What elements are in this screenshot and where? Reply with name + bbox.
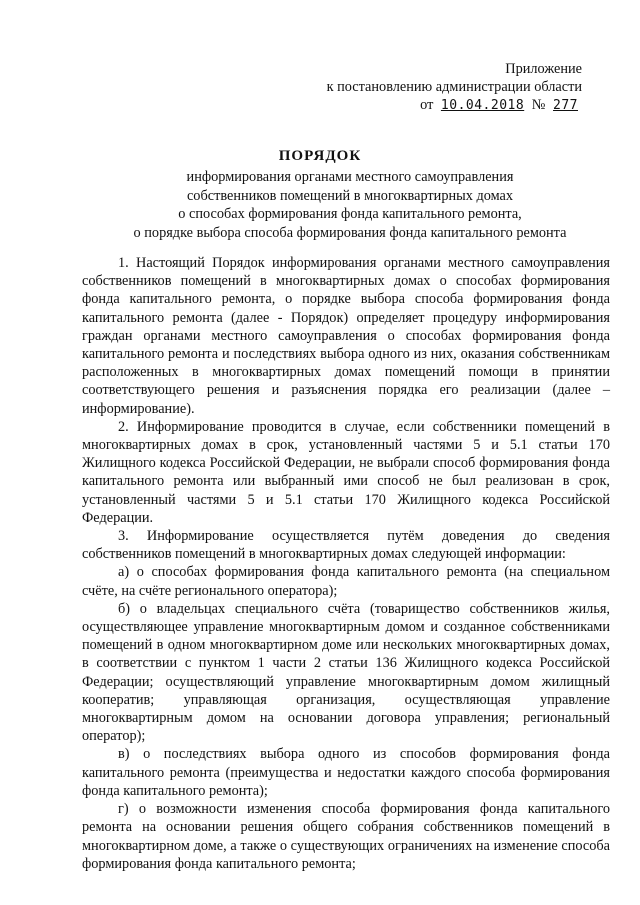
paragraph-1: 1. Настоящий Порядок информирования органами местного самоуправления собственников помещений в многоквартирных домах о способах формирования фонда капитального ремонта, о порядке выбора способа формирования фонда капитального ремонта (далее - Порядок) определяет процедуру информирования граждан органами местного самоуправления о способах формирования фонда капитального ремонта и последствиях выбора одного из них, оказания собственникам расположенных в многоквартирных домах помещений помощи в принятии соответствующего решения и разъяснения порядка его реализации (далее – информирование).	[82, 255, 610, 417]
subtitle-line: собственников помещений в многоквартирных домах	[186, 187, 514, 204]
date-prefix: от	[420, 97, 434, 113]
subparagraph-v: в) о последствиях выбора одного из способов формирования фонда капитального ремонта (преимущества и недостатки каждого способа формирования фонда капитального ремонта);	[82, 746, 610, 799]
appendix-resolution-line: к постановлению администрации области	[326, 79, 582, 95]
subtitle-line: о порядке выбора способа формирования фонда капитального ремонта	[133, 224, 567, 241]
subtitle-line: о способах формирования фонда капитального ремонта,	[178, 206, 522, 222]
paragraph-2: 2. Информирование проводится в случае, если собственники помещений в многоквартирных домах в срок, установленный частями 5 и 5.1 статьи 170 Жилищного кодекса Российской Федерации, не выбрали способ формирования фонда капитального ремонта или выбранный ими способ не был реализован в срок, установленный частями 5 и 5.1 статьи 170 Жилищного кодекса Российской Федерации.	[82, 418, 610, 526]
document-subtitle	[60, 168, 640, 242]
document-body	[82, 254, 610, 873]
subparagraph-b: б) о владельцах специального счёта (товарищество собственников жилья, осуществляющее управление многоквартирным домом и созданное собственниками помещений в одном многоквартирном доме или нескольких многоквартирных домах, в соответствии с пунктом 1 части 2 статьи 136 Жилищного кодекса Российской Федерации; осуществляющий управление многоквартирным домом жилищный кооператив; управляющая организация, осуществляющая управление многоквартирным домом на основании договора управления; региональный оператор);	[82, 600, 610, 745]
subtitle-line: информирования органами местного самоуправления	[186, 169, 514, 185]
document-title: ПОРЯДОК	[278, 148, 362, 164]
subparagraph-g: г) о возможности изменения способа формирования фонда капитального ремонта на основании решения общего собрания собственников помещений в многоквартирном доме, а также о существующих ограничениях на изменение способа формирования фонда капитального ремонта;	[82, 801, 610, 872]
resolution-date: 10.04.2018	[440, 98, 525, 113]
subparagraph-a: а) о способах формирования фонда капитального ремонта (на специальном счёте, на счёте регионального оператора);	[82, 564, 610, 599]
resolution-number: 277	[553, 98, 578, 113]
appendix-label: Приложение	[505, 61, 582, 77]
appendix-date-number-line	[312, 96, 582, 115]
number-prefix: №	[531, 97, 546, 113]
appendix-block	[312, 60, 582, 115]
paragraph-3: 3. Информирование осуществляется путём доведения до сведения собственников помещений в многоквартирных домах следующей информации:	[82, 528, 610, 563]
